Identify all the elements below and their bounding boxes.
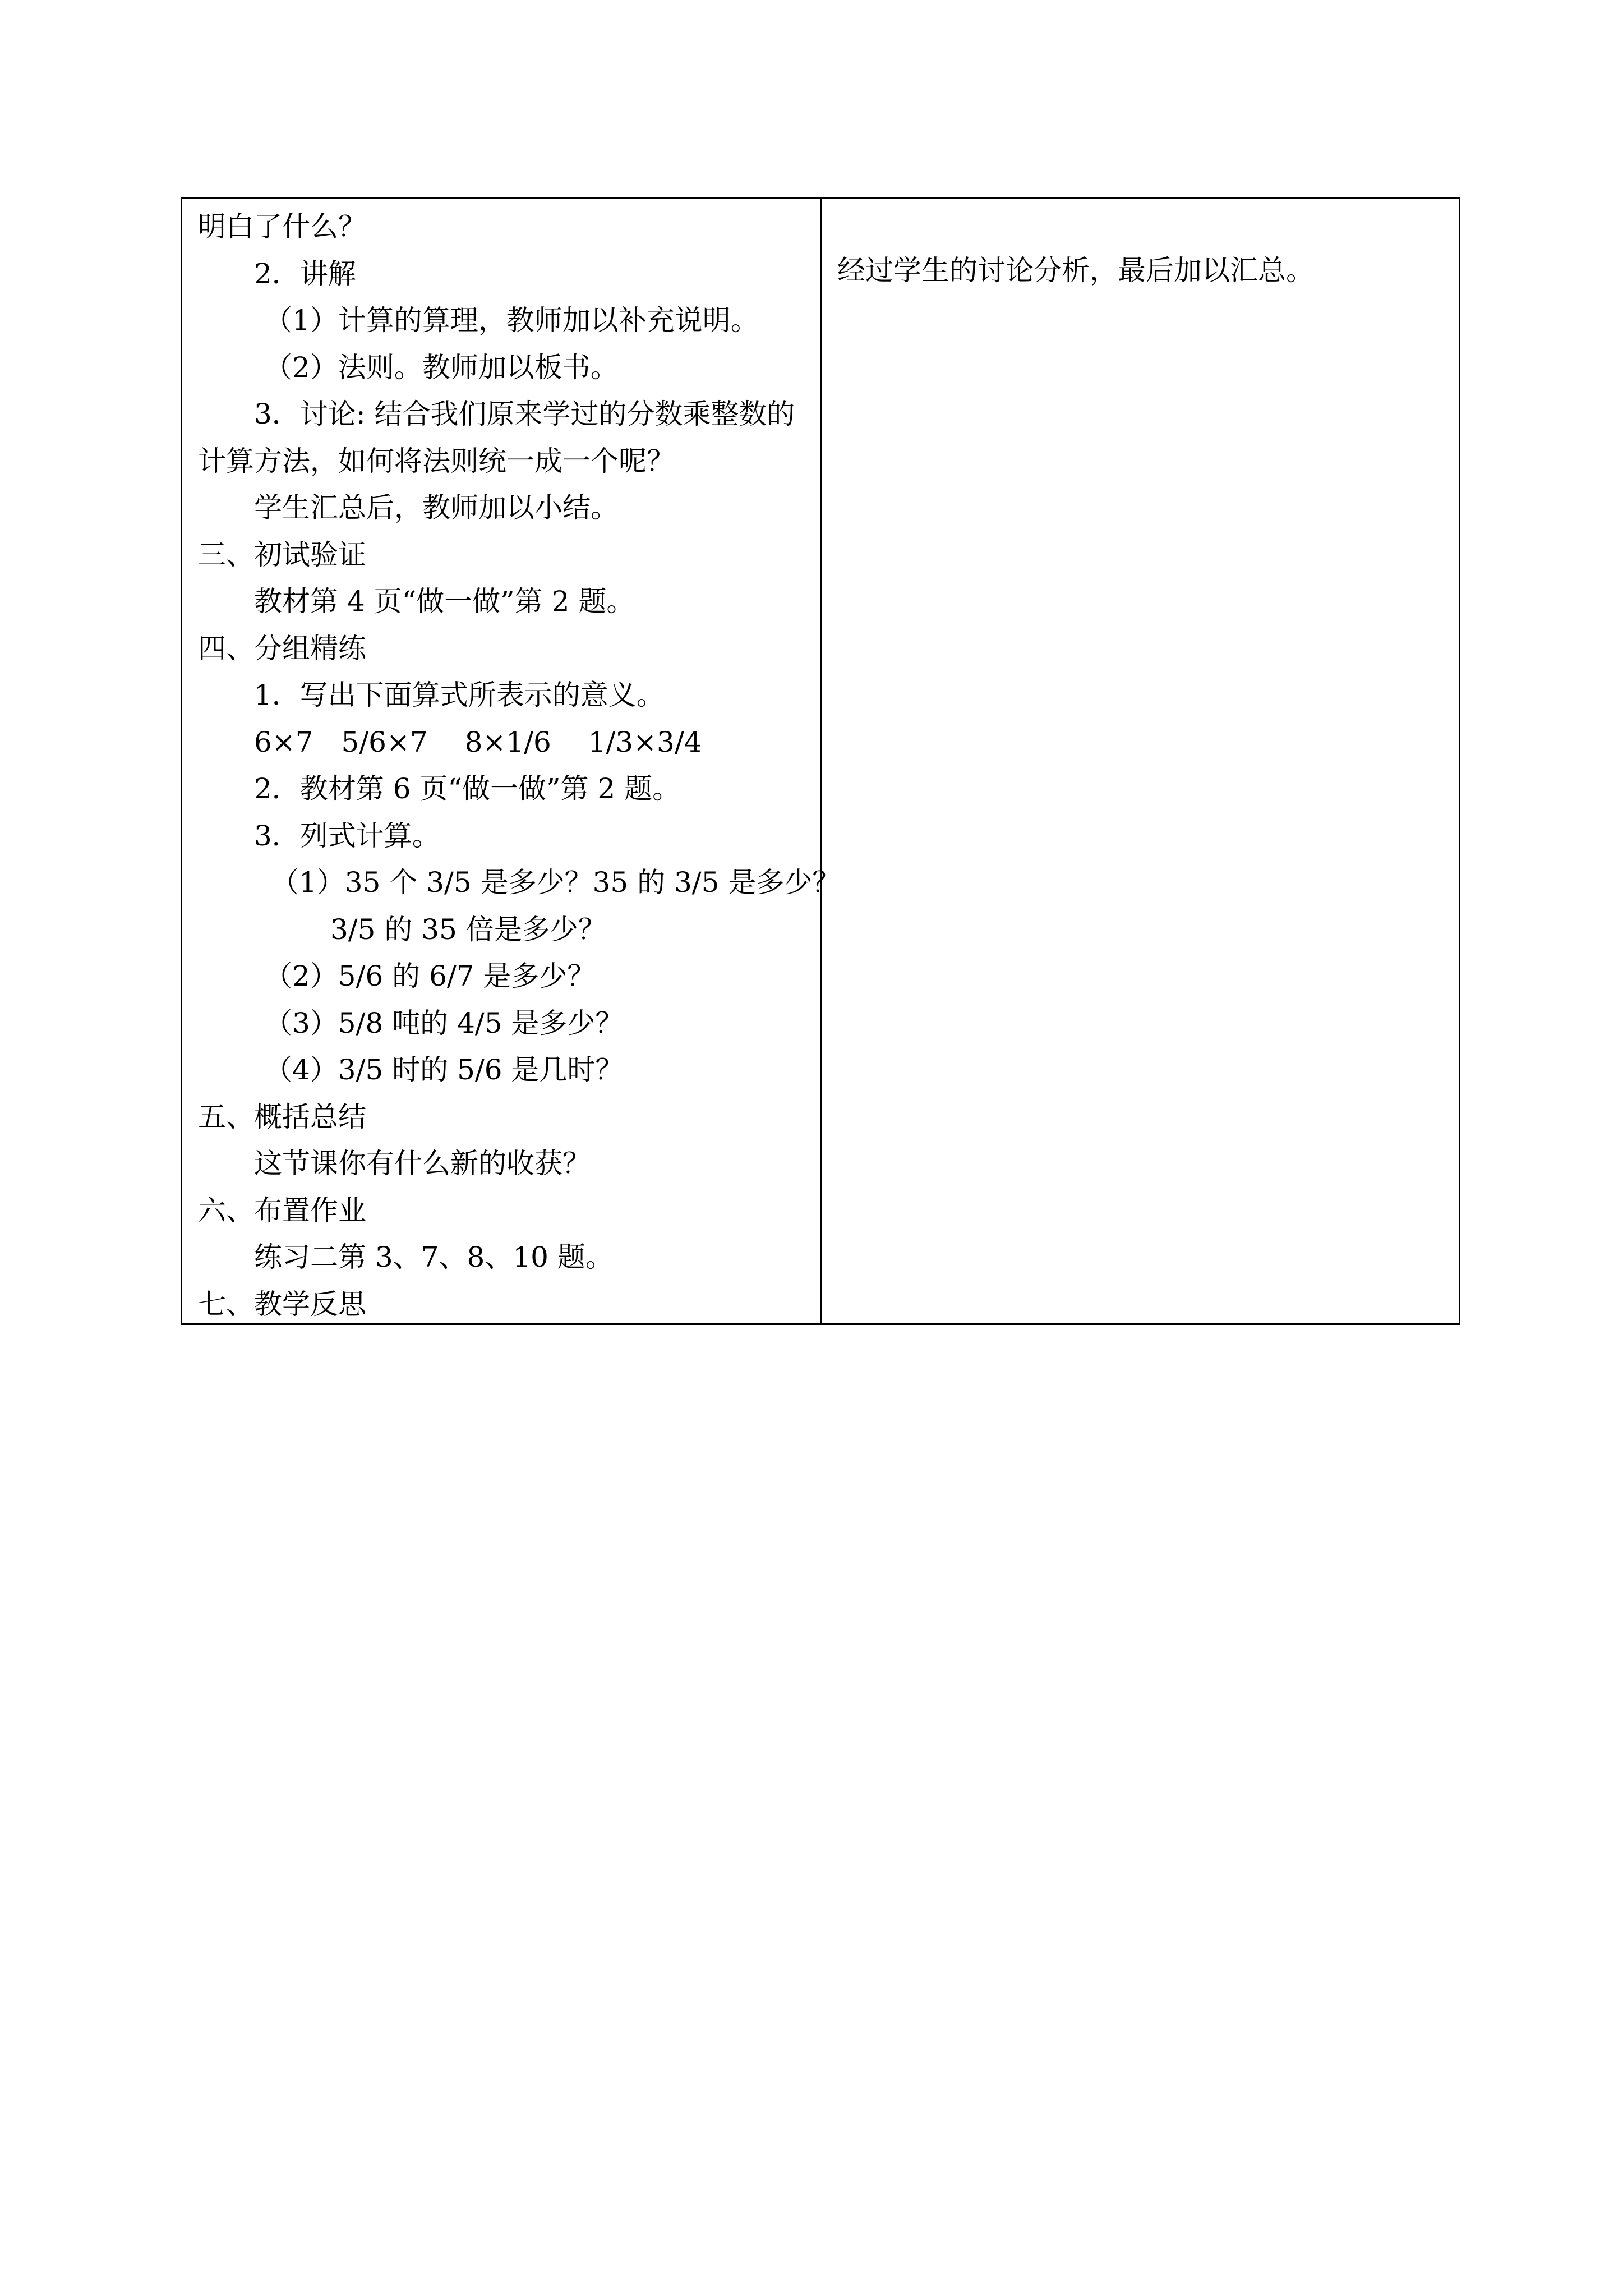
left-text-line: 学生汇总后，教师加以小结。 <box>254 491 619 524</box>
left-text-line: 五、概括总结 <box>198 1100 366 1133</box>
left-text-line: 这节课你有什么新的收获？ <box>254 1147 591 1180</box>
left-text-line: （2）5/6 的 6/7 是多少？ <box>264 960 596 992</box>
left-text-line: 六、布置作业 <box>198 1194 366 1227</box>
left-text-line: 3．列式计算。 <box>254 819 440 852</box>
left-text-line: 2．讲解 <box>254 257 356 290</box>
left-text-line: （4）3/5 时的 5/6 是几时？ <box>264 1053 624 1086</box>
left-text-line: （3）5/8 吨的 4/5 是多少？ <box>264 1006 624 1039</box>
left-text-line: 3/5 的 35 倍是多少？ <box>330 913 606 946</box>
left-text-line: （1）计算的算理，教师加以补充说明。 <box>264 304 759 337</box>
left-text-line: 2．教材第 6 页“做一做”第 2 题。 <box>254 772 681 805</box>
left-cell-procedure <box>198 204 841 1328</box>
left-text-line: 练习二第 3、7、8、10 题。 <box>254 1241 614 1273</box>
left-text-line: 七、教学反思 <box>198 1287 366 1320</box>
left-text-line: （2）法则。教师加以板书。 <box>264 351 619 384</box>
left-text-line: 1．写出下面算式所表示的意义。 <box>254 679 665 711</box>
left-text-line: 3．讨论: 结合我们原来学过的分数乘整数的 <box>254 398 795 430</box>
right-text-line: 经过学生的讨论分析，最后加以汇总。 <box>837 254 1314 287</box>
left-text-line: 教材第 4 页“做一做”第 2 题。 <box>254 585 635 618</box>
left-text-line: 三、初试验证 <box>198 538 366 571</box>
lesson-table <box>181 197 1460 1325</box>
left-text-line: 计算方法，如何将法则统一成一个呢？ <box>198 444 675 477</box>
left-text-line: 6×7 5/6×7 8×1/6 1/3×3/4 <box>254 725 702 758</box>
right-cell-notes <box>837 247 1449 295</box>
left-text-line: 明白了什么？ <box>198 210 366 243</box>
column-divider <box>820 199 822 1323</box>
left-text-line: 四、分组精练 <box>198 632 366 665</box>
left-text-line: （1）35 个 3/5 是多少？35 的 3/5 是多少？ <box>271 866 841 899</box>
